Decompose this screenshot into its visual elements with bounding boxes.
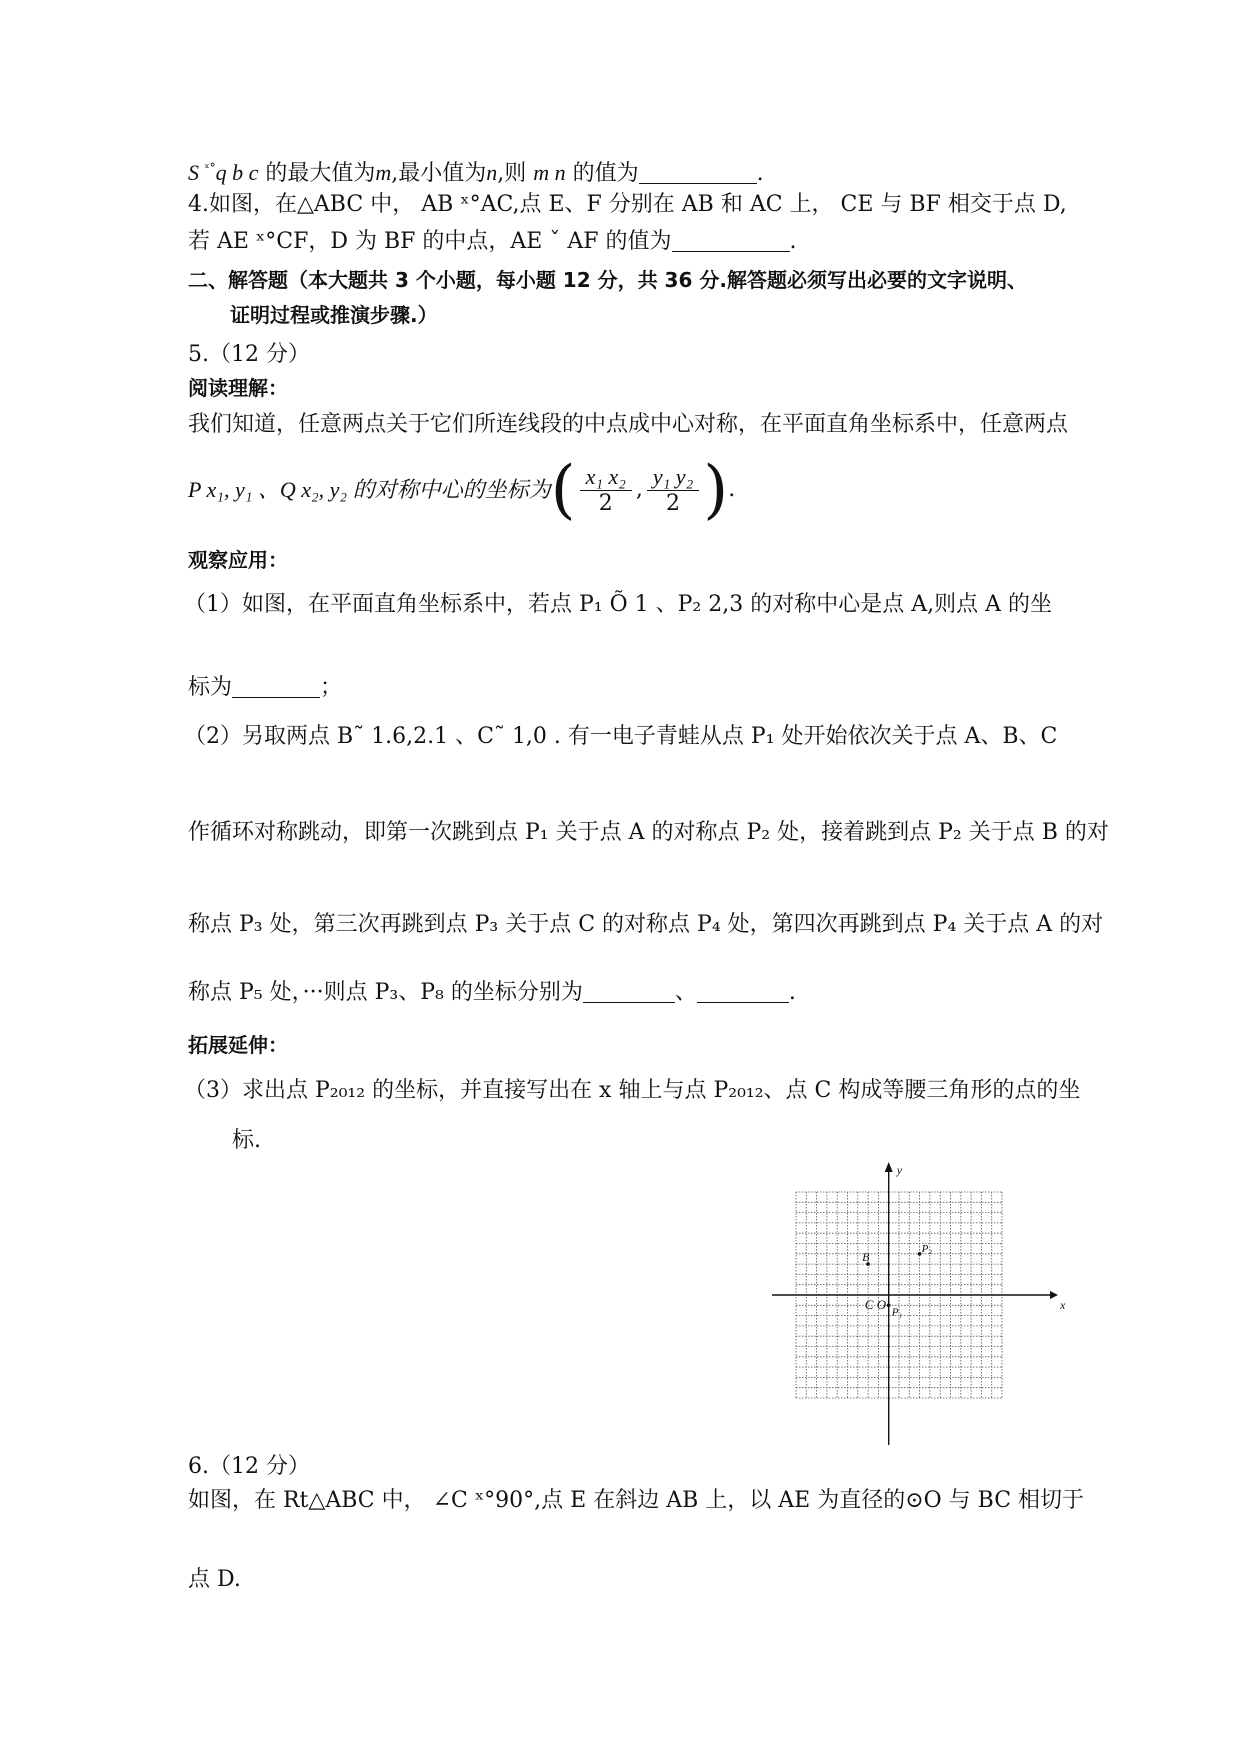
- text-then: ,则: [497, 161, 527, 186]
- text-min: ,最小值为: [391, 161, 487, 186]
- part-2-text-3: 称点 P₃ 处，第三次再跳到点 P₃ 关于点 C 的对称点 P₄ 处，第四次再跳到点 P₄ 关于点 A 的对: [188, 912, 1104, 937]
- point-b-label: B: [862, 1250, 870, 1265]
- reading-body: [188, 410, 1068, 440]
- part-2-text-4: 称点 P₅ 处，···则点 P₃、P₈ 的坐标分别为: [188, 980, 583, 1005]
- fraction-x-num: x₁ x₂: [580, 464, 632, 491]
- question-6-score: 6.（12 分）: [188, 1454, 310, 1479]
- fraction-y-den: 2: [666, 490, 681, 516]
- period: .: [789, 229, 797, 254]
- question-6-number: [188, 1452, 310, 1482]
- extension-title: [188, 1030, 288, 1060]
- question-4-line-2: [188, 227, 797, 257]
- question-6-line-2: [188, 1565, 241, 1595]
- part-3-text: （3）求出点 P₂₀₁₂ 的坐标，并直接写出在 x 轴上与点 P₂₀₁₂、点 C 构成等腰三角形的点的坐: [184, 1078, 1081, 1103]
- observe-title: [188, 545, 288, 575]
- answer-blank-2[interactable]: [672, 229, 790, 252]
- period: .: [788, 980, 796, 1005]
- math-s: S: [188, 160, 205, 185]
- semicolon: ；: [320, 675, 343, 700]
- text-max: 的最大值为: [265, 161, 376, 186]
- part-1-text: （1）如图，在平面直角坐标系中，若点 P₁ Õ 1 、P₂ 2,3 的对称中心是点 A,则点 A 的坐: [184, 592, 1052, 617]
- question-5-score: 5.（12 分）: [188, 342, 310, 367]
- observe-title-text: 观察应用：: [188, 548, 288, 572]
- math-abc: q b c: [215, 160, 259, 185]
- period: .: [756, 161, 764, 186]
- section-2-heading-2: [230, 300, 438, 330]
- part-3-text-2: 标.: [232, 1128, 261, 1153]
- fraction-y-num: y₁ y₂: [647, 464, 699, 491]
- point-p2-label: P₂: [921, 1242, 933, 1255]
- math-m-n: m n: [533, 160, 566, 185]
- fraction-x-den: 2: [598, 490, 613, 516]
- question-4-text: 4.如图，在△ABC 中， AB ˣ°AC,点 E、F 分别在 AB 和 AC 上， CE 与 BF 相交于点 D,: [188, 192, 1067, 217]
- y-axis-arrow: [885, 1162, 893, 1172]
- math-m: m: [375, 160, 392, 185]
- reading-title-text: 阅读理解：: [188, 376, 288, 400]
- extension-title-text: 拓展延伸：: [188, 1033, 288, 1057]
- text-value: 的值为: [572, 161, 639, 186]
- fraction-x: [580, 464, 632, 517]
- x-axis-label: x: [1060, 1298, 1066, 1312]
- part-2-text: （2）另取两点 B˜ 1.6,2.1 、C˜ 1,0 . 有一电子青蛙从点 P₁ 处开始依次关于点 A、B、C: [184, 724, 1058, 749]
- part-2-line-1: [184, 722, 1057, 752]
- question-4-text-2: 若 AE ˣ°CF，D 为 BF 的中点，AE ˇ AF 的值为: [188, 229, 672, 254]
- point-p1: [887, 1304, 891, 1308]
- comma: ,: [635, 477, 643, 502]
- part-3-line-2: [232, 1126, 261, 1156]
- section-2-heading: [188, 265, 1027, 295]
- right-paren: ): [703, 453, 729, 527]
- part-1-line-2: [188, 673, 342, 703]
- point-c-label: C: [864, 1297, 874, 1312]
- fraction-y: [647, 464, 699, 517]
- separator: 、: [674, 980, 697, 1005]
- answer-blank-p8[interactable]: [697, 980, 789, 1003]
- part-1-text-2: 标为: [188, 675, 233, 700]
- formula-points: P x₁, y₁ 、Q x₂, y₂ 的对称中心的坐标为: [188, 477, 551, 502]
- origin-label: O: [876, 1297, 887, 1312]
- point-p1-label: P₁: [891, 1306, 903, 1319]
- part-2-text-2: 作循环对称跳动，即第一次跳到点 P₁ 关于点 A 的对称点 P₂ 处，接着跳到点 P₂ 关于点 B 的对: [188, 820, 1109, 845]
- section-2-title-2: 证明过程或推演步骤.）: [230, 303, 438, 327]
- line-s-max-min: [188, 153, 764, 189]
- question-5-number: [188, 340, 310, 370]
- x-axis-arrow: [1050, 1291, 1058, 1299]
- formula-line: [188, 455, 735, 525]
- question-6-text: 如图，在 Rt△ABC 中， ∠C ˣ°90°,点 E 在斜边 AB 上，以 AE 为直径的⊙O 与 BC 相切于: [188, 1488, 1085, 1513]
- coordinate-grid-figure: [770, 1160, 1070, 1450]
- part-2-line-4: [188, 978, 796, 1008]
- question-6-line-1: [188, 1486, 1084, 1516]
- part-2-line-2: [188, 818, 1109, 848]
- answer-blank-1[interactable]: [639, 161, 757, 184]
- answer-blank-a[interactable]: [232, 675, 320, 698]
- reading-body-text: 我们知道，任意两点关于它们所连线段的中点成中心对称，在平面直角坐标系中，任意两点: [188, 412, 1069, 437]
- garbled-symbol: ˣ°: [204, 161, 216, 175]
- question-6-text-2: 点 D.: [188, 1567, 241, 1592]
- left-paren: (: [550, 453, 576, 527]
- y-axis-label: y: [896, 1163, 903, 1177]
- period: .: [728, 477, 736, 502]
- math-n: n: [486, 160, 498, 185]
- question-4-line-1: [188, 190, 1067, 220]
- section-2-title: 二、解答题（本大题共 3 个小题，每小题 12 分，共 36 分.解答题必须写出必要的文字说明、: [188, 268, 1027, 292]
- part-2-line-3: [188, 910, 1103, 940]
- part-1-line-1: [184, 590, 1052, 620]
- part-3-line-1: [184, 1076, 1080, 1106]
- reading-title: [188, 373, 288, 403]
- answer-blank-p3[interactable]: [583, 980, 675, 1003]
